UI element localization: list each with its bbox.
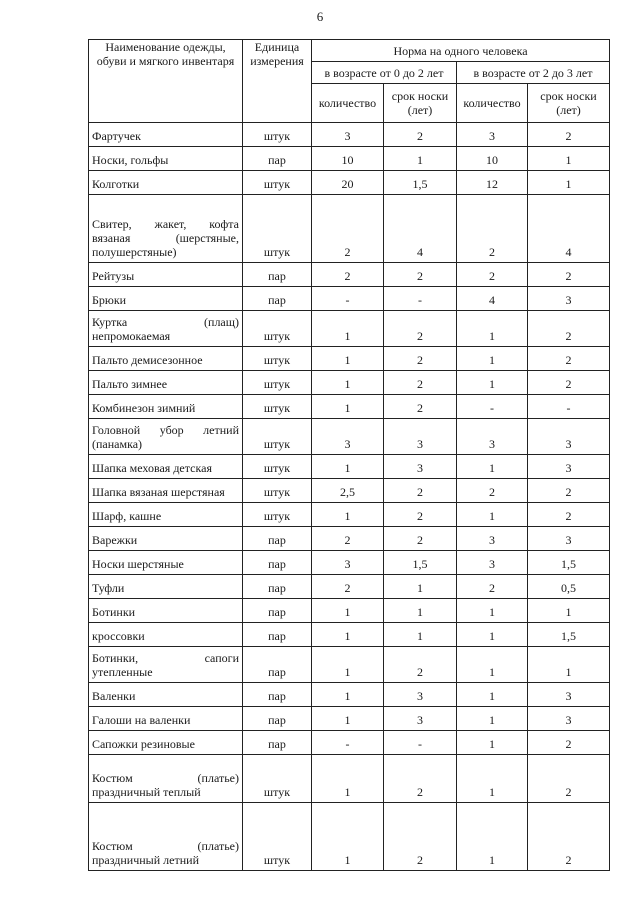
header-quantity-2-3: количество <box>457 84 528 123</box>
table-row <box>89 263 610 287</box>
quantity-0-2-cell: 3 <box>312 419 384 455</box>
quantity-2-3-cell: 2 <box>457 263 528 287</box>
unit-cell: пар <box>243 551 312 575</box>
wear-term-0-2-cell: 2 <box>384 479 457 503</box>
quantity-2-3-cell: 3 <box>457 551 528 575</box>
unit-cell: штук <box>243 195 312 263</box>
quantity-0-2-cell: 1 <box>312 455 384 479</box>
wear-term-2-3-cell: 1,5 <box>528 623 610 647</box>
quantity-0-2-cell: 1 <box>312 311 384 347</box>
wear-term-0-2-cell: - <box>384 731 457 755</box>
table-row <box>89 503 610 527</box>
wear-term-0-2-cell: 1 <box>384 147 457 171</box>
quantity-0-2-cell: 2 <box>312 263 384 287</box>
wear-term-0-2-cell: 2 <box>384 527 457 551</box>
wear-term-2-3-cell: 2 <box>528 755 610 803</box>
item-name-cell: Шапка вязаная шерстяная <box>89 479 243 503</box>
wear-term-2-3-cell: 1,5 <box>528 551 610 575</box>
item-name-cell: Носки, гольфы <box>89 147 243 171</box>
item-name-cell: Носки шерстяные <box>89 551 243 575</box>
item-name-cell: Куртка (плащ) непромокаемая <box>89 311 243 347</box>
item-name-cell: Колготки <box>89 171 243 195</box>
header-wear-term-0-2: срок носки (лет) <box>384 84 457 123</box>
quantity-0-2-cell: 3 <box>312 123 384 147</box>
unit-cell: пар <box>243 683 312 707</box>
wear-term-0-2-cell: 2 <box>384 371 457 395</box>
unit-cell: штук <box>243 803 312 871</box>
unit-cell: пар <box>243 731 312 755</box>
item-name-cell: Туфли <box>89 575 243 599</box>
wear-term-2-3-cell: 2 <box>528 731 610 755</box>
quantity-0-2-cell: 2 <box>312 527 384 551</box>
quantity-0-2-cell: 2 <box>312 575 384 599</box>
quantity-0-2-cell: 1 <box>312 683 384 707</box>
unit-cell: пар <box>243 147 312 171</box>
quantity-2-3-cell: 1 <box>457 503 528 527</box>
header-unit: Единица измерения <box>243 40 312 123</box>
quantity-0-2-cell: 1 <box>312 647 384 683</box>
quantity-2-3-cell: 1 <box>457 623 528 647</box>
unit-cell: штук <box>243 371 312 395</box>
table-row <box>89 803 610 871</box>
item-name-cell: Рейтузы <box>89 263 243 287</box>
quantity-2-3-cell: 1 <box>457 755 528 803</box>
quantity-0-2-cell: 10 <box>312 147 384 171</box>
unit-cell: штук <box>243 503 312 527</box>
quantity-2-3-cell: 2 <box>457 479 528 503</box>
quantity-0-2-cell: 2,5 <box>312 479 384 503</box>
table-row <box>89 707 610 731</box>
quantity-0-2-cell: 1 <box>312 623 384 647</box>
quantity-0-2-cell: 2 <box>312 195 384 263</box>
wear-term-2-3-cell: 1 <box>528 647 610 683</box>
wear-term-2-3-cell: 4 <box>528 195 610 263</box>
item-name-cell: Валенки <box>89 683 243 707</box>
table-row <box>89 287 610 311</box>
wear-term-2-3-cell: 2 <box>528 123 610 147</box>
unit-cell: штук <box>243 123 312 147</box>
quantity-0-2-cell: 1 <box>312 599 384 623</box>
unit-cell: пар <box>243 575 312 599</box>
table-row <box>89 683 610 707</box>
table-row <box>89 195 610 263</box>
table-body <box>89 123 610 871</box>
quantity-2-3-cell: 10 <box>457 147 528 171</box>
item-name-cell: Брюки <box>89 287 243 311</box>
wear-term-2-3-cell: - <box>528 395 610 419</box>
wear-term-2-3-cell: 3 <box>528 707 610 731</box>
table-row <box>89 551 610 575</box>
item-name-cell: Шарф, кашне <box>89 503 243 527</box>
header-name: Наименование одежды, обуви и мягкого инвентаря <box>89 40 243 123</box>
item-name-cell: Пальто демисезонное <box>89 347 243 371</box>
header-age-2-3: в возрасте от 2 до 3 лет <box>457 62 610 84</box>
quantity-2-3-cell: 1 <box>457 371 528 395</box>
wear-term-0-2-cell: 1,5 <box>384 551 457 575</box>
quantity-0-2-cell: 20 <box>312 171 384 195</box>
quantity-0-2-cell: 1 <box>312 803 384 871</box>
item-name-cell: кроссовки <box>89 623 243 647</box>
table-row <box>89 347 610 371</box>
wear-term-0-2-cell: 2 <box>384 647 457 683</box>
table-row <box>89 311 610 347</box>
unit-cell: штук <box>243 755 312 803</box>
quantity-2-3-cell: 4 <box>457 287 528 311</box>
unit-cell: штук <box>243 347 312 371</box>
unit-cell: пар <box>243 263 312 287</box>
table-row <box>89 395 610 419</box>
quantity-2-3-cell: 1 <box>457 455 528 479</box>
wear-term-0-2-cell: 3 <box>384 683 457 707</box>
wear-term-2-3-cell: 3 <box>528 683 610 707</box>
item-name-cell: Ботинки, сапоги утепленные <box>89 647 243 683</box>
unit-cell: штук <box>243 455 312 479</box>
table-row <box>89 575 610 599</box>
wear-term-2-3-cell: 2 <box>528 263 610 287</box>
table-row <box>89 123 610 147</box>
wear-term-0-2-cell: 2 <box>384 803 457 871</box>
wear-term-2-3-cell: 2 <box>528 371 610 395</box>
item-name-cell: Пальто зимнее <box>89 371 243 395</box>
wear-term-0-2-cell: 2 <box>384 311 457 347</box>
wear-term-0-2-cell: 3 <box>384 455 457 479</box>
wear-term-0-2-cell: 2 <box>384 123 457 147</box>
quantity-0-2-cell: - <box>312 731 384 755</box>
header-age-0-2: в возрасте от 0 до 2 лет <box>312 62 457 84</box>
quantity-0-2-cell: 1 <box>312 707 384 731</box>
wear-term-0-2-cell: 1,5 <box>384 171 457 195</box>
table-row <box>89 599 610 623</box>
table-row <box>89 731 610 755</box>
wear-term-0-2-cell: 4 <box>384 195 457 263</box>
item-name-cell: Сапожки резиновые <box>89 731 243 755</box>
item-name-cell: Шапка меховая детская <box>89 455 243 479</box>
quantity-0-2-cell: - <box>312 287 384 311</box>
wear-term-2-3-cell: 2 <box>528 479 610 503</box>
quantity-0-2-cell: 1 <box>312 395 384 419</box>
clothing-norms-table <box>88 39 610 871</box>
quantity-2-3-cell: 1 <box>457 311 528 347</box>
wear-term-0-2-cell: 2 <box>384 503 457 527</box>
wear-term-2-3-cell: 3 <box>528 419 610 455</box>
table-row <box>89 647 610 683</box>
unit-cell: пар <box>243 623 312 647</box>
unit-cell: штук <box>243 419 312 455</box>
item-name-cell: Комбинезон зимний <box>89 395 243 419</box>
table-row <box>89 371 610 395</box>
header-wear-term-2-3: срок носки (лет) <box>528 84 610 123</box>
unit-cell: пар <box>243 287 312 311</box>
quantity-2-3-cell: 1 <box>457 599 528 623</box>
table-header <box>89 40 610 123</box>
item-name-cell: Костюм (платье) праздничный летний <box>89 803 243 871</box>
unit-cell: пар <box>243 707 312 731</box>
table-row <box>89 527 610 551</box>
wear-term-2-3-cell: 3 <box>528 527 610 551</box>
table-row <box>89 455 610 479</box>
quantity-0-2-cell: 1 <box>312 503 384 527</box>
quantity-2-3-cell: 3 <box>457 419 528 455</box>
wear-term-0-2-cell: 2 <box>384 395 457 419</box>
table-row <box>89 623 610 647</box>
unit-cell: штук <box>243 311 312 347</box>
wear-term-0-2-cell: 3 <box>384 707 457 731</box>
quantity-0-2-cell: 1 <box>312 347 384 371</box>
quantity-2-3-cell: 2 <box>457 195 528 263</box>
item-name-cell: Варежки <box>89 527 243 551</box>
header-norm: Норма на одного человека <box>312 40 610 62</box>
wear-term-2-3-cell: 1 <box>528 599 610 623</box>
wear-term-0-2-cell: 3 <box>384 419 457 455</box>
quantity-2-3-cell: 12 <box>457 171 528 195</box>
wear-term-2-3-cell: 0,5 <box>528 575 610 599</box>
wear-term-2-3-cell: 2 <box>528 347 610 371</box>
quantity-2-3-cell: 3 <box>457 527 528 551</box>
wear-term-0-2-cell: 2 <box>384 347 457 371</box>
item-name-cell: Ботинки <box>89 599 243 623</box>
table-row <box>89 171 610 195</box>
table-row <box>89 755 610 803</box>
item-name-cell: Галоши на валенки <box>89 707 243 731</box>
wear-term-2-3-cell: 3 <box>528 287 610 311</box>
page-number: 6 <box>316 9 324 24</box>
quantity-2-3-cell: 1 <box>457 803 528 871</box>
item-name-cell: Фартучек <box>89 123 243 147</box>
wear-term-2-3-cell: 2 <box>528 503 610 527</box>
unit-cell: пар <box>243 599 312 623</box>
wear-term-0-2-cell: 2 <box>384 263 457 287</box>
table-row <box>89 147 610 171</box>
unit-cell: штук <box>243 171 312 195</box>
item-name-cell: Костюм (платье) праздничный теплый <box>89 755 243 803</box>
quantity-2-3-cell: 1 <box>457 707 528 731</box>
wear-term-0-2-cell: 1 <box>384 623 457 647</box>
header-quantity-0-2: количество <box>312 84 384 123</box>
wear-term-2-3-cell: 3 <box>528 455 610 479</box>
wear-term-2-3-cell: 2 <box>528 311 610 347</box>
quantity-2-3-cell: - <box>457 395 528 419</box>
quantity-0-2-cell: 1 <box>312 755 384 803</box>
quantity-2-3-cell: 1 <box>457 683 528 707</box>
unit-cell: пар <box>243 647 312 683</box>
quantity-2-3-cell: 1 <box>457 347 528 371</box>
wear-term-0-2-cell: 1 <box>384 599 457 623</box>
quantity-2-3-cell: 1 <box>457 647 528 683</box>
item-name-cell: Свитер, жакет, кофта вязаная (шерстяные, полушерстяные) <box>89 195 243 263</box>
unit-cell: штук <box>243 395 312 419</box>
unit-cell: пар <box>243 527 312 551</box>
wear-term-0-2-cell: 1 <box>384 575 457 599</box>
wear-term-0-2-cell: - <box>384 287 457 311</box>
quantity-2-3-cell: 3 <box>457 123 528 147</box>
item-name-cell: Головной убор летний (панамка) <box>89 419 243 455</box>
quantity-0-2-cell: 1 <box>312 371 384 395</box>
wear-term-0-2-cell: 2 <box>384 755 457 803</box>
table-row <box>89 479 610 503</box>
wear-term-2-3-cell: 1 <box>528 171 610 195</box>
quantity-2-3-cell: 1 <box>457 731 528 755</box>
wear-term-2-3-cell: 2 <box>528 803 610 871</box>
unit-cell: штук <box>243 479 312 503</box>
quantity-2-3-cell: 2 <box>457 575 528 599</box>
wear-term-2-3-cell: 1 <box>528 147 610 171</box>
quantity-0-2-cell: 3 <box>312 551 384 575</box>
table-row <box>89 419 610 455</box>
